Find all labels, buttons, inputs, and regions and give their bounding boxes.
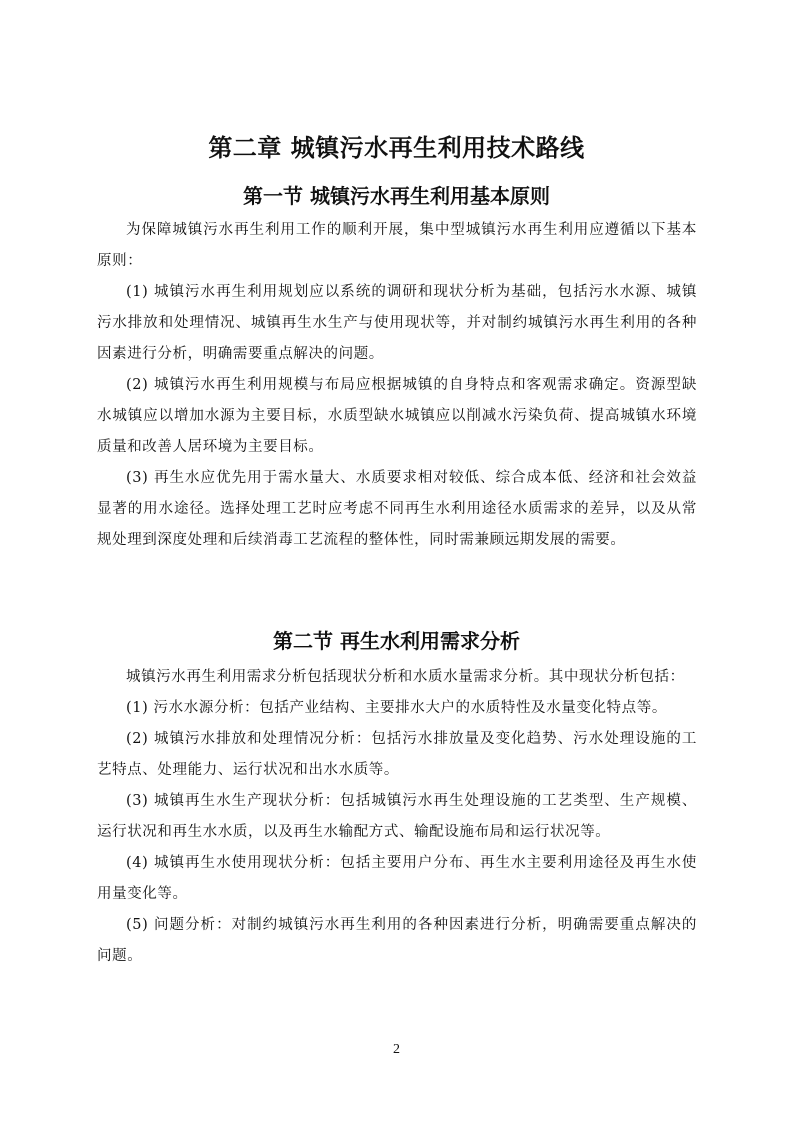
paragraph: (3) 再生水应优先用于需水量大、水质要求相对较低、综合成本低、经济和社会效益显著的用水途径。选择处理工艺时应考虑不同再生水利用途径水质需求的差异，以及从常规处理到深度处理和后续消毒工艺流程的整体性，同时需兼顾远期发展的需要。 [97,470,697,548]
section-1-title: 第一节 城镇污水再生利用基本原则 [243,184,550,208]
paragraph: (2) 城镇污水排放和处理情况分析：包括污水排放量及变化趋势、污水处理设施的工艺特点、处理能力、运行状况和出水水质等。 [97,731,697,778]
paragraph: (2) 城镇污水再生利用规模与布局应根据城镇的自身特点和客观需求确定。资源型缺水城镇应以增加水源为主要目标，水质型缺水城镇应以削减水污染负荷、提高城镇水环境质量和改善人居环境为主要目标。 [97,377,697,455]
section-1-body [97,215,697,556]
paragraph: 城镇污水再生利用需求分析包括现状分析和水质水量需求分析。其中现状分析包括： [126,669,685,685]
paragraph: (4) 城镇再生水使用现状分析：包括主要用户分布、再生水主要利用途径及再生水使用量变化等。 [97,855,697,902]
paragraph: (5) 问题分析：对制约城镇污水再生利用的各种因素进行分析，明确需要重点解决的问题。 [97,917,697,964]
paragraph: (1) 城镇污水再生利用规划应以系统的调研和现状分析为基础，包括污水水源、城镇污水排放和处理情况、城镇再生水生产与使用现状等，并对制约城镇污水再生利用的各种因素进行分析，明确需要重点解决的问题。 [97,284,697,362]
paragraph: 为保障城镇污水再生利用工作的顺利开展，集中型城镇污水再生利用应遵循以下基本原则： [97,222,697,269]
page-number: 2 [393,1042,400,1057]
chapter-title: 第二章 城镇污水再生利用技术路线 [208,134,585,162]
paragraph: (1) 污水水源分析：包括产业结构、主要排水大户的水质特性及水量变化特点等。 [126,700,667,716]
section-2-body [97,662,697,972]
paragraph: (3) 城镇再生水生产现状分析：包括城镇污水再生处理设施的工艺类型、生产规模、运行状况和再生水水质，以及再生水输配方式、输配设施布局和运行状况等。 [97,793,697,840]
section-2-title: 第二节 再生水利用需求分析 [273,629,520,653]
